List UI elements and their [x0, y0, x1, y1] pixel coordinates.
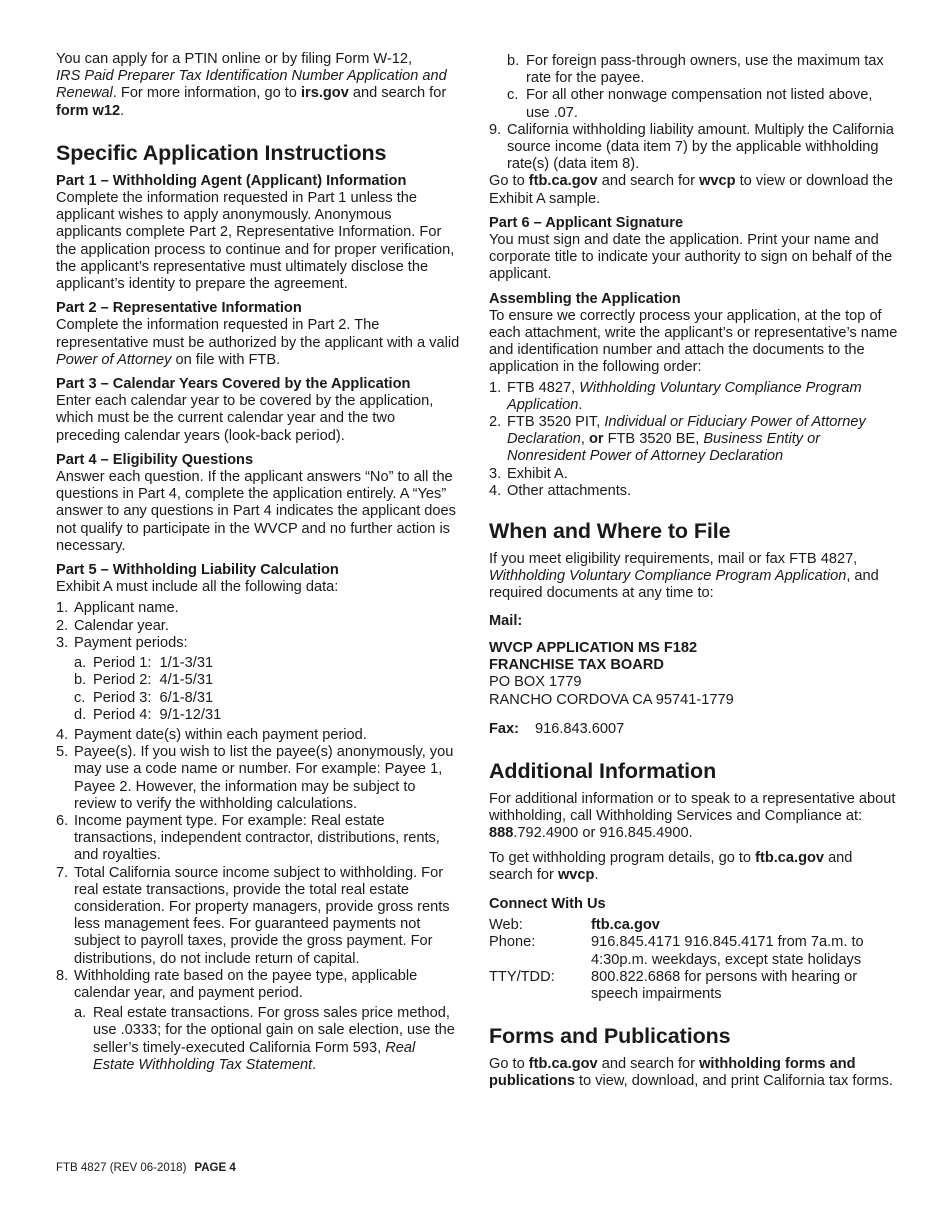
additional-text: For additional information or to speak to a representative about withholding, call Withholding Services and Compliance at: 888.792.4900 or 916.845.4900. — [489, 790, 896, 842]
part1-text: Complete the information requested in Part 1 unless the applicant wishes to apply anonymously. Anonymous applicants complete Part 2, Representative Information. For the application process to continue and for proper verification, the applicant’s representative must ultimately disclose the applicant’s identity to prepare the agreement. — [56, 190, 455, 293]
list-item: a. Period 1: 1/1-3/31 — [74, 655, 214, 672]
connect-title: Connect With Us — [489, 895, 606, 912]
irs-link: irs.gov — [300, 85, 349, 102]
when-text: If you meet eligibility requirements, mail or fax FTB 4827, Withholding Voluntary Compliance Program Application, and required documents at any time to: — [489, 551, 879, 602]
part2-section — [56, 300, 460, 369]
ftb-link: ftb.ca.gov — [528, 1056, 598, 1073]
part3-section — [56, 376, 460, 445]
part5-list — [56, 600, 460, 1073]
part2-title: Part 2 – Representative Information — [56, 300, 302, 317]
fax-line: Fax: 916.843.6007 — [489, 720, 625, 737]
part5-section — [56, 562, 460, 1074]
assembling-text: To ensure we correctly process your application, at the top of each attachment, write the applicant’s or representative’s name and identification number and attach the documents to the application in the following order: — [489, 307, 898, 376]
heading-specific-instructions: Specific Application Instructions — [56, 140, 387, 165]
list-item: 1. FTB 4827, Withholding Voluntary Compliance Program Application. — [489, 379, 862, 413]
heading-when-where: When and Where to File — [489, 519, 731, 544]
payment-periods-list — [56, 655, 460, 724]
ftb-link: ftb.ca.gov — [528, 173, 598, 190]
heading-forms-publications: Forms and Publications — [489, 1024, 731, 1049]
table-row: Phone: 916.845.4171 916.845.4171 from 7a.m. to 4:30p.m. weekdays, except state holidays — [489, 934, 864, 968]
list-item: b. For foreign pass-through owners, use the maximum tax rate for the payee. — [507, 53, 884, 87]
list-item: 4. Other attachments. — [489, 482, 632, 499]
list-item: 3. Payment periods: a. Period 1: 1/1-3/31 b. Period 2: 4/1-5/31 c. Period 3: 6/1-8/31 d. Period 4: 9/1-12/31 — [56, 635, 460, 724]
list-item: 5. Payee(s). If you wish to list the payee(s) anonymously, you may use a code name or number. For example: Payee 1, Payee 2. However, the information may be subject to review to verify the withholding calculations. — [56, 744, 454, 812]
mailing-address: WVCP APPLICATION MS F182 FRANCHISE TAX BOARD PO BOX 1779 RANCHO CORDOVA CA 95741-1779 — [489, 639, 734, 708]
table-row: TTY/TDD: 800.822.6868 for persons with hearing or speech impairments — [489, 968, 858, 1002]
part6-section — [489, 215, 899, 284]
list-item: 6. Income payment type. For example: Real estate transactions, independent contractor, distributions, rents, and royalties. — [56, 812, 440, 864]
part4-title: Part 4 – Eligibility Questions — [56, 451, 254, 468]
part3-title: Part 3 – Calendar Years Covered by the Application — [56, 376, 411, 393]
list-item: 7. Total California source income subject to withholding. For real estate transactions, provide the total real estate consideration. For property managers, provide gross rents less management fees. For guaranteed payments not subject to payroll taxes, provide the gross payment. For distributions, do not include return of capital. — [56, 864, 450, 967]
part6-title: Part 6 – Applicant Signature — [489, 214, 684, 231]
list-item: b. Period 2: 4/1-5/31 — [74, 672, 214, 689]
contact-table — [489, 917, 899, 1003]
heading-additional-info: Additional Information — [489, 758, 717, 783]
part1-title: Part 1 – Withholding Agent (Applicant) Information — [56, 172, 407, 189]
ftb-link: ftb.ca.gov — [755, 849, 825, 866]
part4-section — [56, 452, 460, 555]
list-item: 2. Calendar year. — [56, 617, 169, 634]
part5-list-continued — [489, 122, 899, 174]
part3-text: Enter each calendar year to be covered by the application, which must be the current calendar year and the two preceding calendar years (look-back period). — [56, 393, 434, 444]
page-number: PAGE 4 — [194, 1162, 236, 1174]
mail-label: Mail: — [489, 612, 523, 629]
part6-text: You must sign and date the application. Print your name and corporate title to indicate your authority to sign on behalf of the applicant. — [489, 232, 893, 283]
list-item: c. Period 3: 6/1-8/31 — [74, 689, 214, 706]
forms-text: Go to ftb.ca.gov and search for withholding forms and publications to view, download, and print California tax forms. — [489, 1056, 893, 1090]
rate-list-continued — [489, 53, 899, 122]
right-column — [489, 53, 899, 1095]
assembling-title: Assembling the Application — [489, 290, 681, 307]
list-item: 9. California withholding liability amount. Multiply the California source income (data item 7) by the applicable withholding rate(s) (data item 8). — [489, 121, 894, 173]
part2-text: Complete the information requested in Part 2. The representative must be authorized by the applicant with a valid Power of Attorney on file with FTB. — [56, 317, 460, 368]
list-item: 1. Applicant name. — [56, 600, 179, 617]
fax-number: 916.843.6007 — [535, 720, 625, 737]
table-row: Web: ftb.ca.gov — [489, 917, 899, 934]
list-item: c. For all other nonwage compensation not listed above, use .07. — [507, 87, 873, 121]
list-item: 8. Withholding rate based on the payee type, applicable calendar year, and payment period. a. Real estate transactions. For gross sales price method, use .0333; for the optional gain on sale election, use the seller’s timely-executed California Form 593, Real Estate Withholding Tax Statement. — [56, 968, 460, 1074]
web-link: ftb.ca.gov — [591, 917, 660, 934]
exhibit-a-goto: Go to ftb.ca.gov and search for wvcp to view or download the Exhibit A sample. — [489, 173, 893, 207]
page-footer — [56, 1160, 236, 1177]
part5-intro: Exhibit A must include all the following data: — [56, 579, 339, 596]
left-column — [56, 51, 460, 1077]
part1-section — [56, 173, 460, 293]
list-item: d. Period 4: 9/1-12/31 — [74, 706, 222, 723]
list-item: a. Real estate transactions. For gross sales price method, use .0333; for the optional gain on sale election, use the seller’s timely-executed California Form 593, Real Estate Withholding Tax Statement. — [74, 1005, 455, 1073]
ptin-intro: You can apply for a PTIN online or by filing Form W-12, IRS Paid Preparer Tax Identification Number Application and Renewal. For more information, go to irs.gov and search for form w12. — [56, 51, 447, 119]
part4-text: Answer each question. If the applicant answers “No” to all the questions in Part 4, complete the application entirely. A “Yes” answer to any questions in Part 4 indicates the applicant does not qualify to participate in the WVCP and no further action is necessary. — [56, 469, 456, 554]
program-details-text: To get withholding program details, go to ftb.ca.gov and search for wvcp. — [489, 849, 853, 883]
list-item: 3. Exhibit A. — [489, 465, 568, 482]
assembling-list — [489, 380, 899, 500]
list-item: 2. FTB 3520 PIT, Individual or Fiduciary Power of Attorney Declaration, or FTB 3520 BE, Business Entity or Nonresident Power of Attorney Declaration — [489, 414, 866, 465]
form-id: FTB 4827 (REV 06-2018) — [56, 1162, 187, 1174]
part5-title: Part 5 – Withholding Liability Calculation — [56, 562, 339, 579]
list-item: 4. Payment date(s) within each payment period. — [56, 726, 367, 743]
assembling-section — [489, 291, 899, 500]
rate-list — [56, 1005, 460, 1074]
